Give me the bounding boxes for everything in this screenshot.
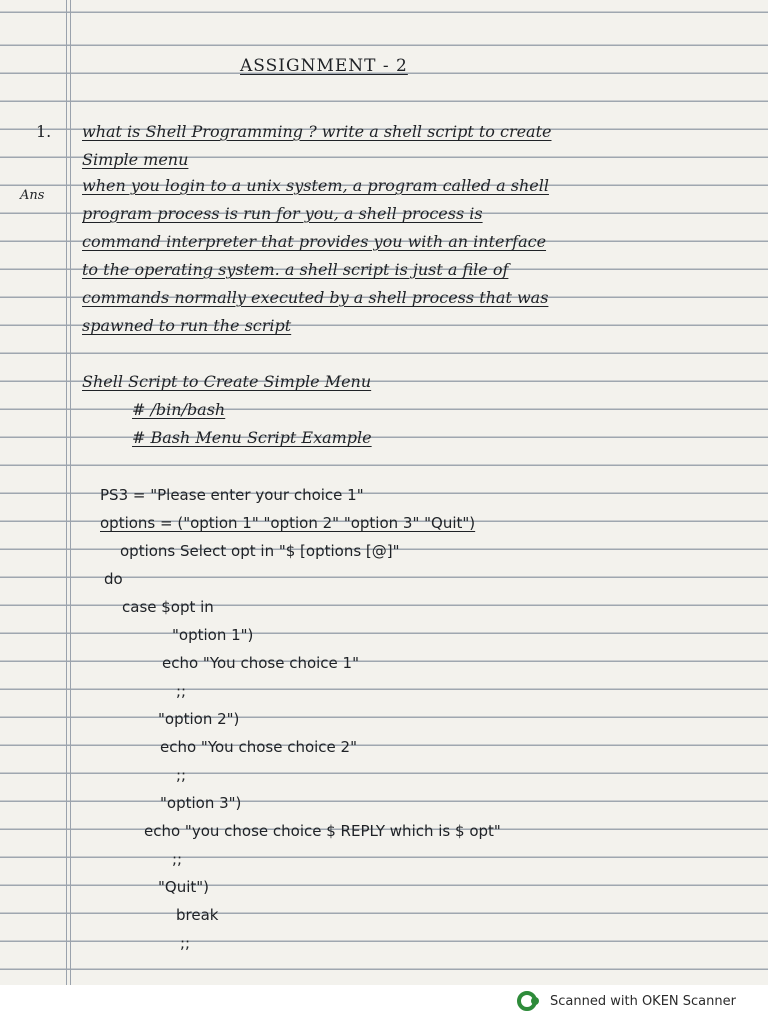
code-line: case $opt in bbox=[122, 598, 214, 616]
question-line: what is Shell Programming ? write a shell script to create bbox=[82, 122, 552, 141]
code-line: # Bash Menu Script Example bbox=[132, 428, 372, 447]
menu-heading: Shell Script to Create Simple Menu bbox=[82, 372, 372, 391]
code-line: echo "You chose choice 2" bbox=[160, 738, 357, 756]
code-line: options Select opt in "$ [options [@]" bbox=[120, 542, 400, 560]
oken-scanner-logo-icon bbox=[516, 990, 542, 1012]
code-line: "option 3") bbox=[160, 794, 242, 812]
code-line: "Quit") bbox=[158, 878, 210, 896]
page-title: ASSIGNMENT - 2 bbox=[240, 56, 408, 76]
answer-line: commands normally executed by a shell process that was bbox=[82, 288, 549, 307]
answer-line: program process is run for you, a shell process is bbox=[82, 204, 483, 223]
code-line: ;; bbox=[180, 934, 191, 952]
answer-line: to the operating system. a shell script is just a file of bbox=[82, 260, 509, 279]
watermark-text: Scanned with OKEN Scanner bbox=[550, 993, 736, 1009]
code-line: "option 2") bbox=[158, 710, 240, 728]
code-line: options = ("option 1" "option 2" "option 3" "Quit") bbox=[100, 514, 476, 532]
scanner-watermark bbox=[516, 990, 736, 1012]
question-number: 1. bbox=[36, 122, 52, 141]
code-line: # /bin/bash bbox=[132, 400, 226, 419]
code-line: "option 1") bbox=[172, 626, 254, 644]
answer-label: Ans bbox=[20, 188, 45, 203]
margin-line-right bbox=[70, 0, 71, 985]
answer-line: when you login to a unix system, a program called a shell bbox=[82, 176, 549, 195]
code-line: ;; bbox=[176, 766, 187, 784]
code-line: ;; bbox=[176, 682, 187, 700]
code-line: ;; bbox=[172, 850, 183, 868]
margin-line-left bbox=[66, 0, 67, 985]
code-line: PS3 = "Please enter your choice 1" bbox=[100, 486, 364, 504]
answer-line: spawned to run the script bbox=[82, 316, 292, 335]
code-line: do bbox=[104, 570, 123, 588]
code-line: echo "you chose choice $ REPLY which is $ opt" bbox=[144, 822, 501, 840]
answer-line: command interpreter that provides you with an interface bbox=[82, 232, 547, 251]
question-line: Simple menu bbox=[82, 150, 189, 169]
code-line: break bbox=[176, 906, 219, 924]
code-line: echo "You chose choice 1" bbox=[162, 654, 359, 672]
